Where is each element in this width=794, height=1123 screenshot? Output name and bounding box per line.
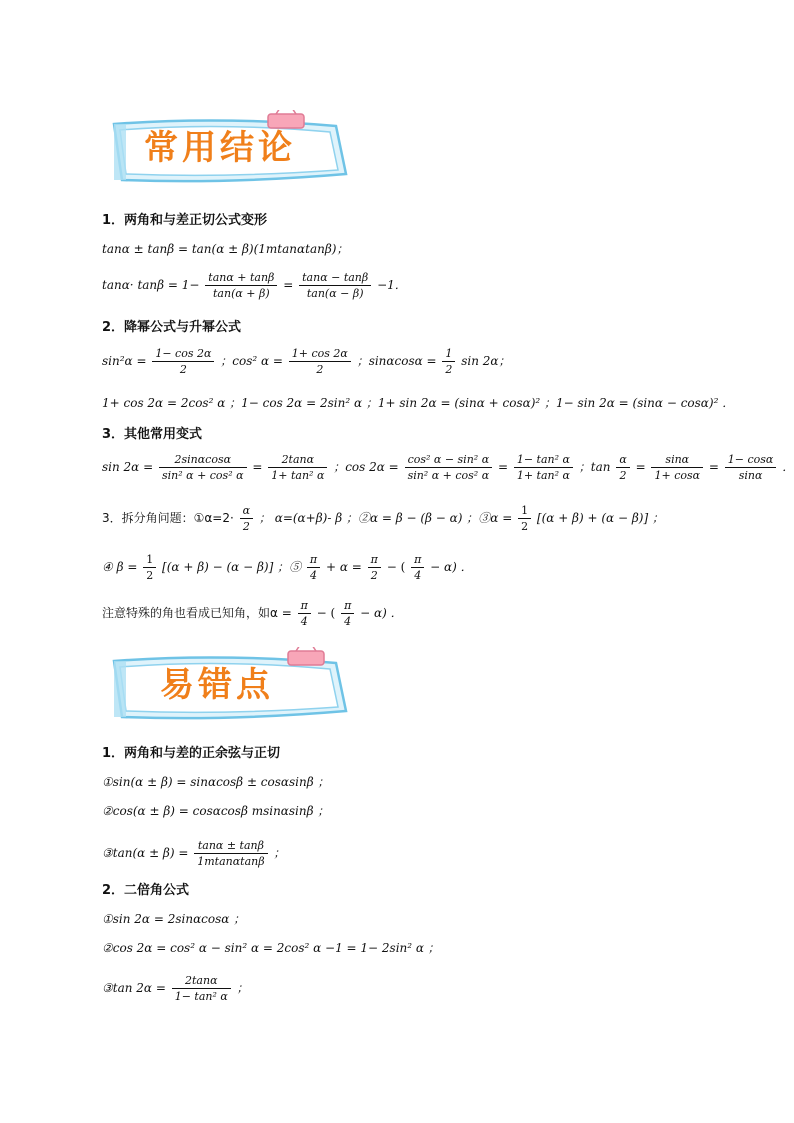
fraction: $\frac{\pi}{4}$: [307, 552, 320, 583]
fraction: $\frac{1}{2}$: [518, 503, 531, 534]
fraction: $\frac{1}{2}$: [442, 346, 455, 377]
heading-other-variants: 3．其他常用变式: [102, 427, 203, 442]
section-banner-common-conclusions: [100, 110, 352, 188]
formula-power-reduction: sin²α = $\frac{1- \cos 2\alpha}{2}$ ；cos² α = $\frac{1+ \cos 2\alpha}{2}$ ；sinαcosα = $\frac{1}{2}$ sin 2α；: [102, 347, 511, 376]
heading-tangent-transform: 1．两角和与差正切公式变形: [102, 213, 268, 228]
fraction: $\frac{1- \cos\alpha}{\sin\alpha}$: [725, 452, 777, 483]
fraction: $\frac{\text{cos² α − sin² α}}{\text{sin² α + cos² α}}$: [405, 452, 493, 483]
formula-power-raising: 1+ cos 2α = 2cos² α ；1− cos 2α = 2sin² α ；1+ sin 2α = (sinα + cosα)² ；1− sin 2α = (sinα − cosα)² ．: [102, 396, 735, 410]
fraction: $\frac{2\tan\alpha}{\text{1+ tan² α}}$: [268, 452, 327, 483]
formula-sin-double: ①sin 2α = 2sinαcosα ；: [102, 912, 246, 926]
formula-angle-splitting: 3．拆分角问题：①α=2· $\frac{\alpha}{2}$ ； α=(α+β)- β ；②α = β − (β − α) ；③α = $\frac{1}{2}$ [(α + β) + (α − β)] ；: [102, 504, 664, 533]
fraction: $\frac{\sin\alpha}{1+ \cos\alpha}$: [651, 452, 703, 483]
heading-sum-difference: 1．两角和与差的正余弦与正切: [102, 746, 281, 761]
banner-title: 常用结论: [144, 128, 296, 168]
formula-cos-double: ②cos 2α = cos² α − sin² α = 2cos² α −1 = 1− 2sin² α ；: [102, 941, 440, 955]
fraction: $\frac{\pi}{2}$: [368, 552, 381, 583]
fraction: $\frac{2\sin\alpha\cos\alpha}{\text{sin² α + cos² α}}$: [159, 452, 247, 483]
fraction: $\frac{\tan\alpha \pm \tan\beta}{1mtan\alpha\tan\beta}$: [194, 838, 267, 869]
formula-other-variants: sin 2α = $\frac{2\sin\alpha\cos\alpha}{\text{sin² α + cos² α}}$ = $\frac{2\tan\alpha}{\text{1+ tan² α}}$ ；cos 2α = $\frac{\text{cos² α − sin² α}}{\text{sin² α + cos² α}}$ = $\frac{\text{1− tan² α}}{\text{1+ tan² α}}$ ；tan $\frac{\alpha}{2}$ = $\frac{\sin\alpha}{1+ \cos\alpha}$ = $\frac{1- \cos\alpha}{\sin\alpha}$ ．: [102, 453, 794, 482]
fraction: $\frac{\tan\alpha + \tan\beta}{\tan(\alpha + \beta)}$: [205, 270, 277, 301]
formula-angle-splitting-2: ④ β = $\frac{1}{2}$ [(α + β) − (α − β)] ；⑤ $\frac{\pi}{4}$ + α = $\frac{\pi}{2}$ − ( $\frac{\pi}{4}$ − α) ．: [102, 553, 473, 582]
heading-power-reduction: 2．降幂公式与升幂公式: [102, 320, 242, 335]
fraction: $\frac{\tan\alpha - \tan\beta}{\tan(\alpha - \beta)}$: [299, 270, 371, 301]
formula-cos-sum: ②cos(α ± β) = cosαcosβ msinαsinβ ；: [102, 804, 330, 818]
fraction: $\frac{1+ \cos 2\alpha}{2}$: [289, 346, 351, 377]
fraction: $\frac{\pi}{4}$: [341, 598, 354, 629]
heading-double-angle: 2．二倍角公式: [102, 883, 190, 898]
fraction: $\frac{2\tan\alpha}{\text{1− tan² α}}$: [172, 973, 231, 1004]
banner-title: 易错点: [160, 665, 274, 705]
fraction: $\frac{\pi}{4}$: [298, 598, 311, 629]
fraction: $\frac{\alpha}{2}$: [240, 503, 253, 534]
formula-tangent-product: tanα· tanβ = 1− $\frac{\tan\alpha + \tan\beta}{\tan(\alpha + \beta)}$ = $\frac{\tan\alpha - \tan\beta}{\tan(\alpha - \beta)}$ −1．: [102, 271, 407, 300]
fraction: $\frac{\text{1− tan² α}}{\text{1+ tan² α}}$: [514, 452, 573, 483]
note-special-angles: 注意特殊的角也看成已知角，如α = $\frac{\pi}{4}$ − ( $\frac{\pi}{4}$ − α) ．: [102, 599, 403, 628]
formula-tan-double: ③tan 2α = $\frac{2\tan\alpha}{\text{1− tan² α}}$ ；: [102, 974, 249, 1003]
fraction: $\frac{1- \cos 2\alpha}{2}$: [152, 346, 214, 377]
fraction: $\frac{\alpha}{2}$: [616, 452, 629, 483]
formula-tangent-sum: tanα ± tanβ = tan(α ± β)(1mtanαtanβ)；: [102, 242, 349, 256]
formula-sin-sum: ①sin(α ± β) = sinαcosβ ± cosαsinβ ；: [102, 775, 330, 789]
fraction: $\frac{\pi}{4}$: [411, 552, 424, 583]
section-banner-common-mistakes: [100, 647, 352, 725]
formula-tan-sum: ③tan(α ± β) = $\frac{\tan\alpha \pm \tan\beta}{1mtan\alpha\tan\beta}$ ；: [102, 839, 286, 868]
fraction: $\frac{1}{2}$: [143, 552, 156, 583]
